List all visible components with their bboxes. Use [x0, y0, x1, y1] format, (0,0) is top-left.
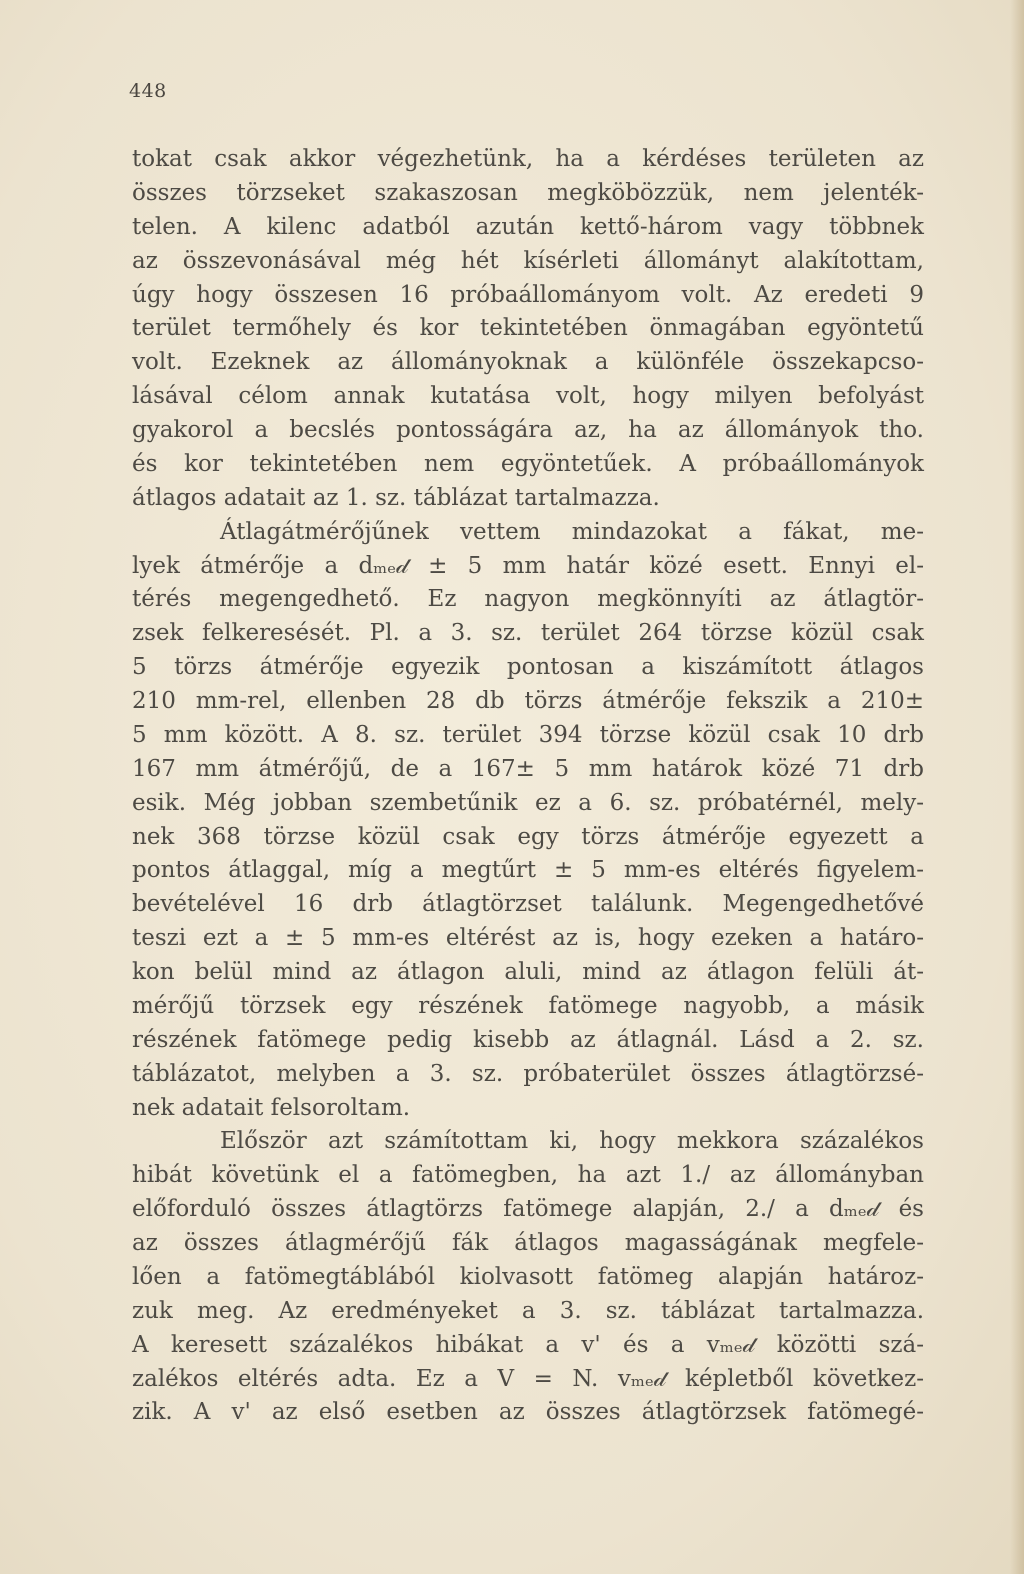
text-line: tokat csak akkor végezhetünk, ha a kérdéses területen az: [132, 146, 924, 172]
page-edge-shadow: [1010, 0, 1024, 1574]
text-line: táblázatot, melyben a 3. sz. próbaterület összes átlagtörzsé-: [132, 1060, 924, 1087]
body-text: [132, 143, 924, 1430]
text-line: részének fatömege pedig kisebb az átlagnál. Lásd a 2. sz.: [132, 1026, 924, 1053]
text-line: A keresett százalékos hibákat a v' és a vₘₑ𝒹 közötti szá-: [132, 1331, 924, 1358]
text-line: nek 368 törzse közül csak egy törzs átmérője egyezett a: [132, 823, 924, 850]
text-line: bevételével 16 drb átlagtörzset találunk. Megengedhetővé: [132, 891, 924, 918]
text-line: lően a fatömegtáblából kiolvasott fatömeg alapján határoz-: [132, 1263, 924, 1290]
text-line: nek adatait felsoroltam.: [132, 1094, 411, 1121]
text-line: az összevonásával még hét kísérleti állományt alakítottam,: [132, 247, 924, 274]
text-line: zalékos eltérés adta. Ez a V = N. vₘₑ𝒹 képletből következ-: [132, 1365, 924, 1392]
text-line: lyek átmérője a dₘₑ𝒹 ± 5 mm határ közé esett. Ennyi el-: [132, 552, 924, 579]
text-line: Átlagátmérőjűnek vettem mindazokat a fákat, me-: [220, 518, 924, 545]
text-line: gyakorol a becslés pontosságára az, ha az állományok tho.: [132, 417, 924, 443]
text-line: kon belül mind az átlagon aluli, mind az átlagon felüli át-: [132, 959, 924, 985]
text-line: és kor tekintetében nem egyöntetűek. A próbaállományok: [132, 450, 924, 477]
text-line: lásával célom annak kutatása volt, hogy milyen befolyást: [132, 383, 924, 410]
text-line: zik. A v' az első esetben az összes átlagtörzsek fatömegé-: [132, 1399, 924, 1426]
text-line: terület termőhely és kor tekintetében önmagában egyöntetű: [132, 315, 924, 342]
text-line: esik. Még jobban szembetűnik ez a 6. sz. próbatérnél, mely-: [132, 789, 924, 816]
text-line: az összes átlagmérőjű fák átlagos magasságának megfele-: [132, 1230, 924, 1256]
text-line: hibát követünk el a fatömegben, ha azt 1./ az állományban: [132, 1162, 924, 1189]
text-line: úgy hogy összesen 16 próbaállományom volt. Az eredeti 9: [132, 281, 924, 308]
page-number: 448: [129, 80, 167, 102]
text-line: telen. A kilenc adatból azután kettő-három vagy többnek: [132, 213, 924, 240]
text-line: zuk meg. Az eredményeket a 3. sz. táblázat tartalmazza.: [132, 1297, 924, 1324]
text-line: 5 törzs átmérője egyezik pontosan a kiszámított átlagos: [132, 654, 924, 681]
text-line: volt. Ezeknek az állományoknak a különféle összekapcso-: [132, 349, 924, 376]
text-line: 167 mm átmérőjű, de a 167± 5 mm határok közé 71 drb: [132, 755, 924, 782]
text-line: átlagos adatait az 1. sz. táblázat tartalmazza.: [132, 484, 660, 511]
text-line: pontos átlaggal, míg a megtűrt ± 5 mm-es eltérés figyelem-: [132, 857, 924, 884]
text-line: zsek felkeresését. Pl. a 3. sz. terület 264 törzse közül csak: [132, 620, 924, 647]
text-line: térés megengedhető. Ez nagyon megkönnyíti az átlagtör-: [132, 586, 924, 613]
text-line: teszi ezt a ± 5 mm-es eltérést az is, hogy ezeken a határo-: [132, 925, 924, 952]
text-line: Először azt számítottam ki, hogy mekkora százalékos: [220, 1128, 924, 1155]
text-line: előforduló összes átlagtörzs fatömege alapján, 2./ a dₘₑ𝒹 és: [132, 1196, 924, 1223]
text-line: 210 mm-rel, ellenben 28 db törzs átmérője fekszik a 210±: [132, 688, 924, 714]
text-line: 5 mm között. A 8. sz. terület 394 törzse közül csak 10 drb: [132, 721, 924, 748]
text-line: összes törzseket szakaszosan megköbözzük, nem jelenték-: [132, 179, 924, 206]
text-line: mérőjű törzsek egy részének fatömege nagyobb, a másik: [132, 992, 924, 1019]
